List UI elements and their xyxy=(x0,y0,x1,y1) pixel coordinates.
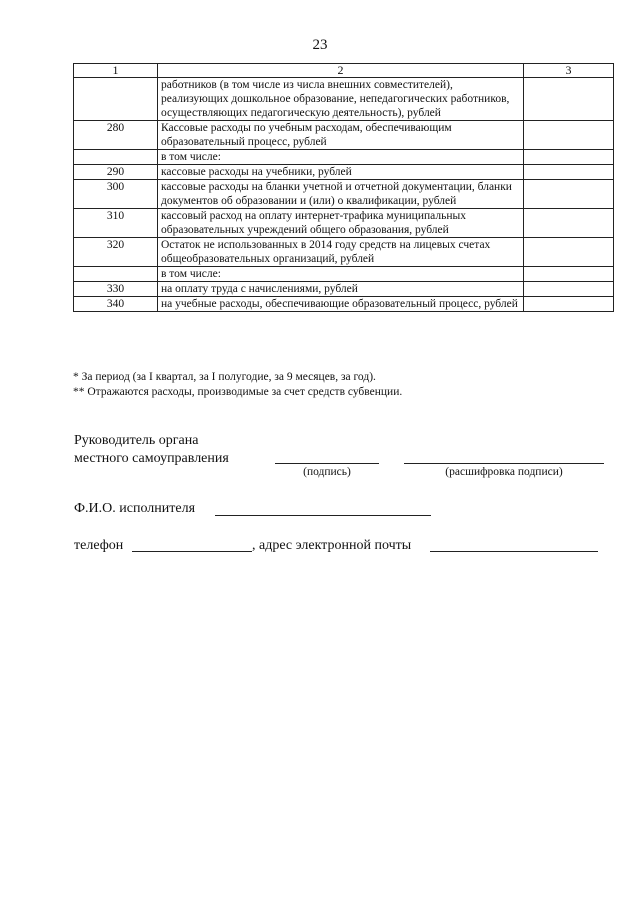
table-row xyxy=(74,209,614,238)
row-text: на оплату труда с начислениями, рублей xyxy=(158,282,524,297)
row-value[interactable] xyxy=(524,150,614,165)
row-code: 340 xyxy=(74,297,158,312)
footnote-subvention: ** Отражаются расходы, производимые за счет средств субвенции. xyxy=(73,386,403,398)
row-value[interactable] xyxy=(524,238,614,267)
email-label: , адрес электронной почты xyxy=(252,538,412,553)
table-row xyxy=(74,150,614,165)
row-value[interactable] xyxy=(524,209,614,238)
row-text: Остаток не использованных в 2014 году средств на лицевых счетах общеобразовательных организаций, рублей xyxy=(158,238,524,267)
table-row xyxy=(74,78,614,121)
row-value[interactable] xyxy=(524,282,614,297)
row-code: 330 xyxy=(74,282,158,297)
table-row xyxy=(74,121,614,150)
head-title xyxy=(74,432,229,468)
row-value[interactable] xyxy=(524,121,614,150)
executor-line[interactable] xyxy=(215,515,431,516)
row-text: Кассовые расходы по учебным расходам, обеспечивающим образовательный процесс, рублей xyxy=(158,121,524,150)
footnotes xyxy=(73,370,613,400)
signature-line[interactable] xyxy=(275,463,379,464)
row-value[interactable] xyxy=(524,297,614,312)
table-row xyxy=(74,267,614,282)
footnote-period: * За период (за I квартал, за I полугодие, за 9 месяцев, за год). xyxy=(73,371,376,383)
table-row xyxy=(74,238,614,267)
column-header: 3 xyxy=(524,64,614,78)
row-code: 300 xyxy=(74,180,158,209)
row-code xyxy=(74,78,158,121)
row-text: кассовые расходы на учебники, рублей xyxy=(158,165,524,180)
row-text: в том числе: xyxy=(158,150,524,165)
head-title-line1: Руководитель органа xyxy=(74,433,199,448)
row-code xyxy=(74,267,158,282)
email-line[interactable] xyxy=(430,551,598,552)
head-title-line2: местного самоуправления xyxy=(74,451,229,466)
row-value[interactable] xyxy=(524,180,614,209)
page-number: 23 xyxy=(312,37,328,53)
row-text: на учебные расходы, обеспечивающие образовательный процесс, рублей xyxy=(158,297,524,312)
executor-label: Ф.И.О. исполнителя xyxy=(74,501,196,516)
row-code: 290 xyxy=(74,165,158,180)
table-row xyxy=(74,180,614,209)
table-row xyxy=(74,297,614,312)
row-code: 320 xyxy=(74,238,158,267)
row-value[interactable] xyxy=(524,78,614,121)
column-header: 2 xyxy=(158,64,524,78)
column-header: 1 xyxy=(74,64,158,78)
table-header-row xyxy=(74,64,614,78)
row-text: работников (в том числе из числа внешних совместителей), реализующих дошкольное образование, непедагогических работников, осуществляющих педагогическую деятельность), рублей xyxy=(158,78,524,121)
row-text: в том числе: xyxy=(158,267,524,282)
row-code: 310 xyxy=(74,209,158,238)
signature-caption: (подпись) xyxy=(303,466,351,478)
phone-label: телефон xyxy=(74,538,124,553)
phone-line[interactable] xyxy=(132,551,252,552)
row-text: кассовый расход на оплату интернет-трафика муниципальных образовательных учреждений общего образования, рублей xyxy=(158,209,524,238)
row-value[interactable] xyxy=(524,165,614,180)
table-row xyxy=(74,165,614,180)
table-row xyxy=(74,282,614,297)
decoding-caption: (расшифровка подписи) xyxy=(445,466,563,478)
row-code: 280 xyxy=(74,121,158,150)
signature-decoding-line[interactable] xyxy=(404,463,604,464)
row-text: кассовые расходы на бланки учетной и отчетной документации, бланки документов об образовании и (или) о квалификации, рублей xyxy=(158,180,524,209)
row-code xyxy=(74,150,158,165)
row-value[interactable] xyxy=(524,267,614,282)
report-table xyxy=(73,63,614,312)
